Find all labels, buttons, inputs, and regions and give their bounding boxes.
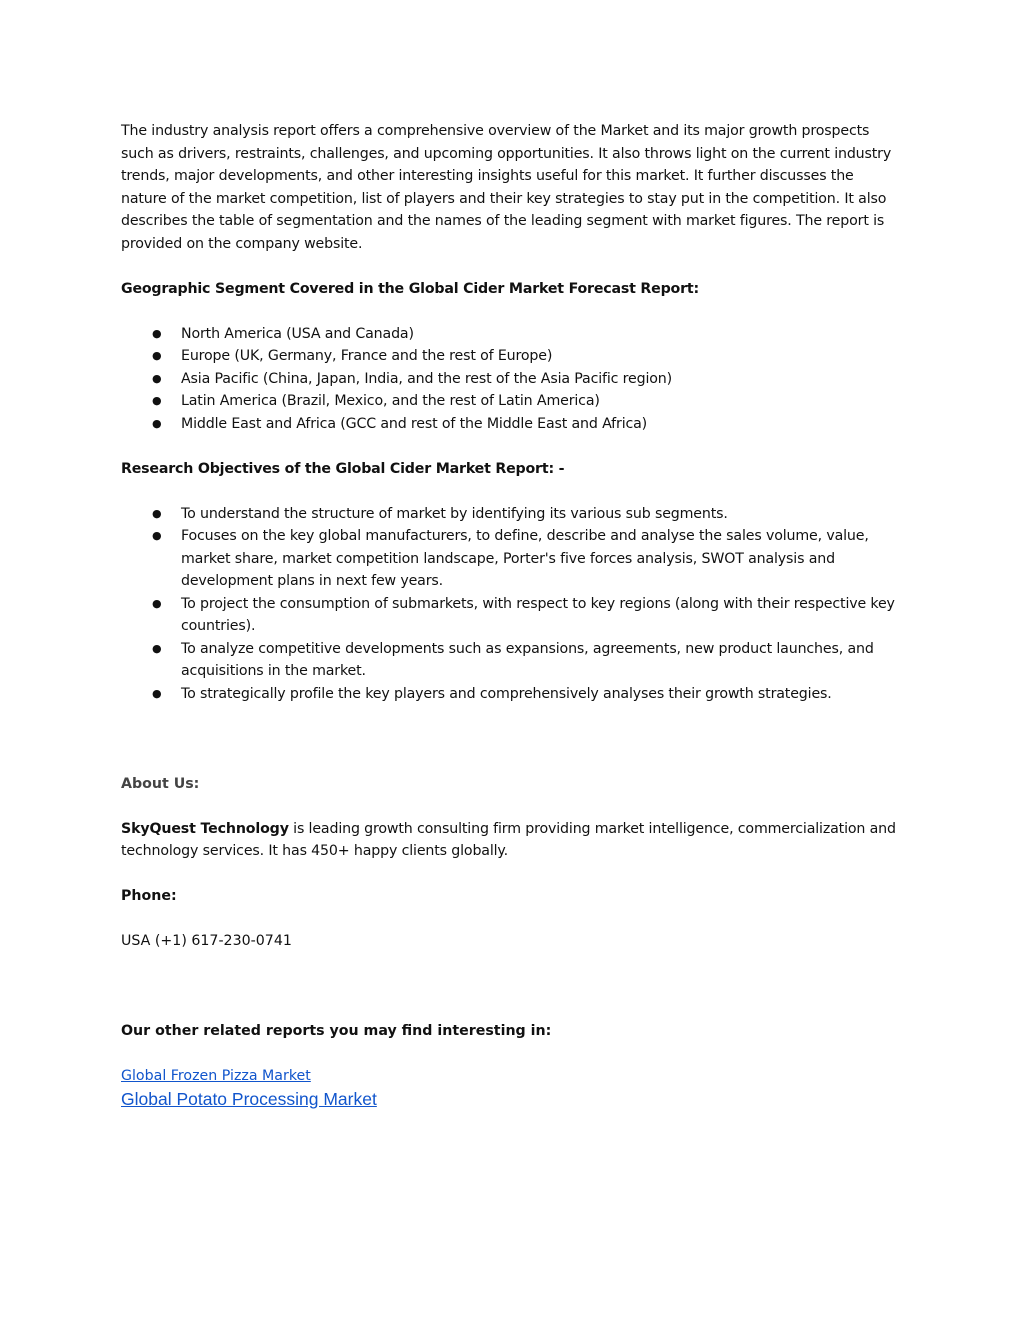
document-page [121,120,911,1110]
section-spacer [121,953,911,998]
list-item-text: To project the consumption of submarkets, with respect to key regions (along with their respective key countries). [181,595,895,634]
bullet-icon: ● [152,529,162,542]
list-item [121,323,911,346]
list-item-text: Europe (UK, Germany, France and the rest of Europe) [181,348,553,364]
objectives-list [121,503,911,706]
phone-number: USA (+1) 617-230-0741 [121,933,292,949]
list-item [121,683,911,706]
bullet-icon: ● [152,641,162,655]
list-item-text: Middle East and Africa (GCC and rest of the Middle East and Africa) [181,415,648,432]
list-item [121,638,911,683]
section-spacer [121,705,911,773]
bullet-icon: ● [152,349,162,362]
list-item [121,593,911,638]
objectives-heading: Research Objectives of the Global Cider Market Report: - [121,460,565,477]
list-item-text: To understand the structure of market by identifying its various sub segments. [181,505,728,522]
bullet-icon: ● [152,371,162,385]
list-item-text: To strategically profile the key players and comprehensively analyses their growth strategies. [181,685,832,702]
list-item-text: Focuses on the key global manufacturers, to define, describe and analyse the sales volume, value, market share, market competition landscape, Porter's five forces analysis, SWOT analysis and development plans in next few years. [181,528,869,589]
related-reports-heading: Our other related reports you may find interesting in: [121,1023,552,1039]
bullet-icon: ● [152,596,162,610]
list-item [121,390,911,413]
bullet-icon: ● [152,686,162,700]
geographic-list [121,323,911,436]
list-item [121,345,911,368]
company-description [121,818,911,863]
list-item [121,413,911,436]
list-item-text: North America (USA and Canada) [181,325,414,342]
list-item-text: Latin America (Brazil, Mexico, and the rest of Latin America) [181,393,600,409]
list-item [121,503,911,526]
bullet-icon: ● [152,416,162,430]
company-name: SkyQuest Technology [121,820,289,837]
related-report-link-potato-processing[interactable]: Global Potato Processing Market [121,1088,377,1109]
list-item [121,525,911,593]
related-report-link-frozen-pizza[interactable]: Global Frozen Pizza Market [121,1068,311,1084]
about-heading: About Us: [121,775,200,792]
phone-heading: Phone: [121,888,177,904]
list-item [121,368,911,391]
list-item-text: To analyze competitive developments such as expansions, agreements, new product launches, and acquisitions in the market. [181,640,874,679]
geographic-heading: Geographic Segment Covered in the Global Cider Market Forecast Report: [121,280,699,297]
bullet-icon: ● [152,394,162,407]
intro-paragraph: The industry analysis report offers a comprehensive overview of the Market and its major growth prospects such as drivers, restraints, challenges, and upcoming opportunities. It also throws light on the current industry trends, major developments, and other interesting insights useful for this market. It further discusses the nature of the market competition, list of players and their key strategies to stay put in the competition. It also describes the table of segmentation and the names of the leading segment with market figures. The report is provided on the company website. [121,123,892,252]
list-item-text: Asia Pacific (China, Japan, India, and the rest of the Asia Pacific region) [181,370,673,387]
bullet-icon: ● [152,506,162,520]
bullet-icon: ● [152,326,162,340]
company-description-text: is leading growth consulting firm providing market intelligence, commercialization and technology services. It has 450+ happy clients globally. [121,820,896,859]
